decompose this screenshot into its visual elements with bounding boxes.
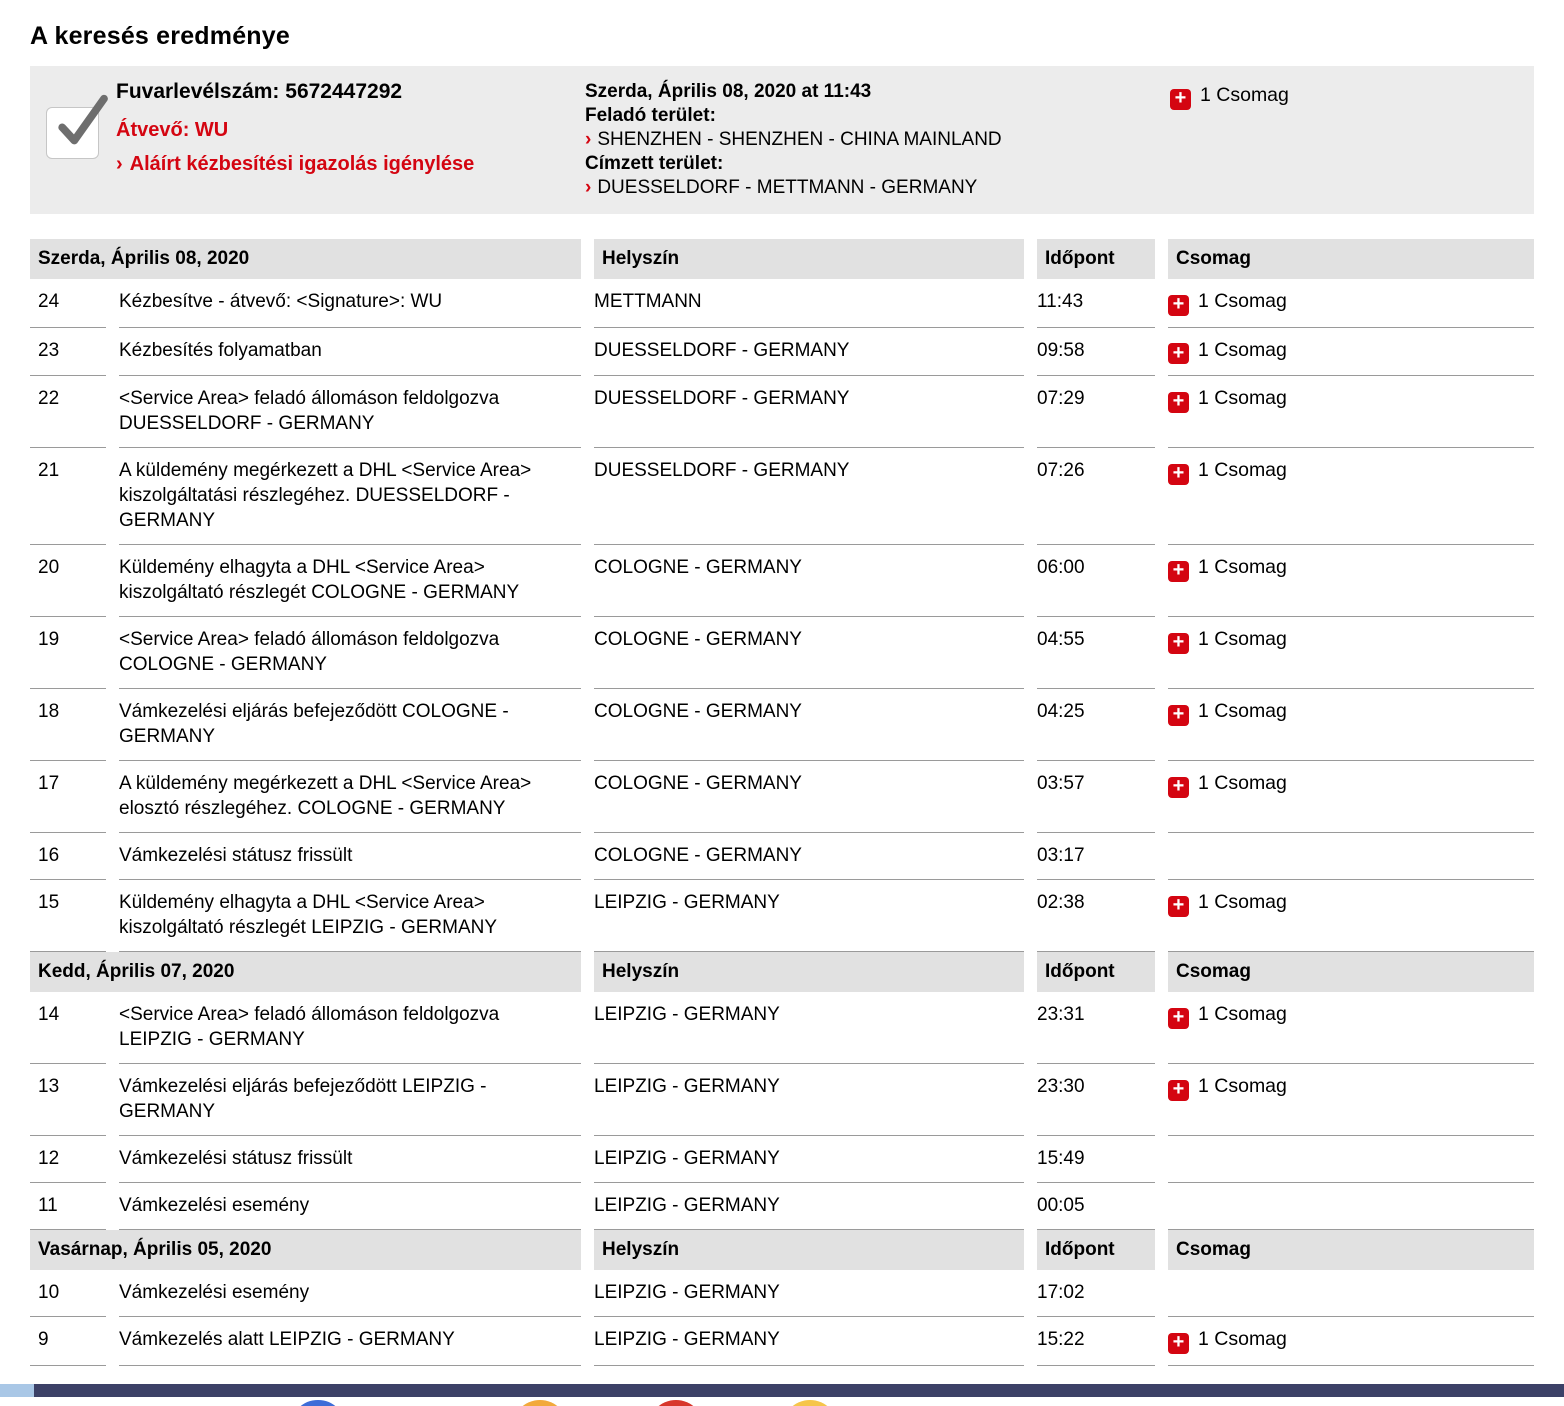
checkpoint-row — [30, 1270, 1534, 1317]
checkpoint-location: DUESSELDORF - GERMANY — [594, 328, 1024, 377]
checkpoint-piece — [1168, 1136, 1534, 1183]
summary-middle-column — [585, 78, 1170, 200]
checkpoint-location: LEIPZIG - GERMANY — [594, 992, 1024, 1064]
footer-bar — [0, 1384, 1564, 1397]
checkpoint-row — [30, 1183, 1534, 1230]
column-header-time: Időpont — [1037, 1230, 1155, 1270]
tracking-table — [30, 239, 1534, 1366]
expand-piece-icon[interactable] — [1168, 392, 1189, 413]
checkpoint-row — [30, 833, 1534, 880]
link-arrow-icon — [116, 153, 130, 175]
column-header-piece: Csomag — [1168, 239, 1534, 279]
page-title: A keresés eredménye — [30, 22, 290, 50]
checkpoint-piece — [1168, 545, 1534, 617]
summary-pieces — [1170, 78, 1534, 200]
checkpoint-time: 00:05 — [1037, 1183, 1155, 1230]
checkpoint-description: Vámkezelés alatt LEIPZIG - GERMANY — [119, 1317, 581, 1366]
checkpoint-piece — [1168, 880, 1534, 952]
piece-count-label: 1 Csomag — [1198, 459, 1287, 481]
dock-icon-red[interactable] — [648, 1400, 704, 1406]
column-header-location: Helyszín — [594, 239, 1024, 279]
checkpoint-piece — [1168, 448, 1534, 545]
checkpoint-row — [30, 1064, 1534, 1136]
checkpoint-piece — [1168, 833, 1534, 880]
checkpoint-description: Küldemény elhagyta a DHL <Service Area> kiszolgáltató részlegét LEIPZIG - GERMANY — [119, 880, 581, 952]
arrow-icon — [585, 177, 597, 198]
checkpoint-location: DUESSELDORF - GERMANY — [594, 376, 1024, 448]
checkpoint-time: 15:22 — [1037, 1317, 1155, 1366]
checkpoint-piece — [1168, 992, 1534, 1064]
shipment-summary — [30, 66, 1534, 214]
delivery-datetime: Szerda, Április 08, 2020 at 11:43 — [585, 81, 872, 102]
checkpoint-time: 23:30 — [1037, 1064, 1155, 1136]
checkpoint-location: LEIPZIG - GERMANY — [594, 1183, 1024, 1230]
checkpoint-location: COLOGNE - GERMANY — [594, 689, 1024, 761]
destination-value-row — [585, 176, 1170, 200]
piece-count-label: 1 Csomag — [1198, 387, 1287, 409]
checkpoint-row — [30, 1317, 1534, 1366]
section-date-header: Vasárnap, Április 05, 2020 — [30, 1230, 581, 1270]
origin-value: SHENZHEN - SHENZHEN - CHINA MAINLAND — [597, 129, 1002, 150]
checkpoint-piece — [1168, 1064, 1534, 1136]
checkpoint-piece — [1168, 1317, 1534, 1366]
dock-icon-yellow[interactable] — [782, 1400, 838, 1406]
checkpoint-number: 23 — [30, 328, 106, 377]
column-header-time: Időpont — [1037, 952, 1155, 992]
expand-piece-icon[interactable] — [1168, 464, 1189, 485]
arrow-icon — [585, 129, 597, 150]
checkpoint-time: 23:31 — [1037, 992, 1155, 1064]
pieces-count-label: 1 Csomag — [1200, 84, 1289, 106]
checkpoint-location: LEIPZIG - GERMANY — [594, 1136, 1024, 1183]
checkpoint-number: 12 — [30, 1136, 106, 1183]
checkmark-icon — [49, 92, 115, 156]
destination-label: Címzett terület: — [585, 153, 724, 174]
checkpoint-description: A küldemény megérkezett a DHL <Service Area> kiszolgáltatási részlegéhez. DUESSELDORF - GERMANY — [119, 448, 581, 545]
footer-bar-left-fragment — [0, 1384, 34, 1397]
checkpoint-description: <Service Area> feladó állomáson feldolgozva LEIPZIG - GERMANY — [119, 992, 581, 1064]
checkpoint-time: 04:55 — [1037, 617, 1155, 689]
checkpoint-row — [30, 761, 1534, 833]
checkpoint-row — [30, 279, 1534, 328]
section-date-header: Szerda, Április 08, 2020 — [30, 239, 581, 279]
waybill-number — [116, 80, 585, 104]
column-header-piece: Csomag — [1168, 952, 1534, 992]
checkpoint-description: Vámkezelési státusz frissült — [119, 833, 581, 880]
signed-proof-link-label: Aláírt kézbesítési igazolás igénylése — [129, 153, 475, 175]
checkpoint-piece — [1168, 1270, 1534, 1317]
checkpoint-piece — [1168, 689, 1534, 761]
checkpoint-time: 06:00 — [1037, 545, 1155, 617]
destination-value: DUESSELDORF - METTMANN - GERMANY — [597, 177, 978, 198]
section-header-row — [30, 952, 1534, 992]
checkpoint-number: 20 — [30, 545, 106, 617]
column-header-time: Időpont — [1037, 239, 1155, 279]
piece-count-label: 1 Csomag — [1198, 1075, 1287, 1097]
waybill-value: 5672447292 — [285, 80, 403, 103]
expand-piece-icon[interactable] — [1168, 1080, 1189, 1101]
checkpoint-time: 17:02 — [1037, 1270, 1155, 1317]
checkpoint-piece — [1168, 1183, 1534, 1230]
checkpoint-description: <Service Area> feladó állomáson feldolgozva COLOGNE - GERMANY — [119, 617, 581, 689]
checkpoint-row — [30, 617, 1534, 689]
checkpoint-description: Küldemény elhagyta a DHL <Service Area> kiszolgáltató részlegét COLOGNE - GERMANY — [119, 545, 581, 617]
checkpoint-number: 9 — [30, 1317, 106, 1366]
column-header-location: Helyszín — [594, 952, 1024, 992]
piece-count-label: 1 Csomag — [1198, 628, 1287, 650]
checkpoint-description: Vámkezelési esemény — [119, 1270, 581, 1317]
checkpoint-number: 17 — [30, 761, 106, 833]
dock-icon-orange[interactable] — [512, 1400, 568, 1406]
piece-count-label: 1 Csomag — [1198, 1328, 1287, 1350]
checkpoint-location: COLOGNE - GERMANY — [594, 833, 1024, 880]
checkpoint-row — [30, 880, 1534, 952]
checkpoint-number: 13 — [30, 1064, 106, 1136]
piece-count-label: 1 Csomag — [1198, 891, 1287, 913]
expand-piece-icon[interactable] — [1168, 777, 1189, 798]
checkpoint-number: 18 — [30, 689, 106, 761]
expand-piece-icon[interactable] — [1168, 295, 1189, 316]
section-header-row — [30, 1230, 1534, 1270]
expand-piece-icon[interactable] — [1168, 633, 1189, 654]
expand-piece-icon[interactable] — [1168, 1008, 1189, 1029]
checkbox-column — [46, 78, 116, 200]
checkpoint-time: 15:49 — [1037, 1136, 1155, 1183]
column-header-location: Helyszín — [594, 1230, 1024, 1270]
checkpoint-description: <Service Area> feladó állomáson feldolgozva DUESSELDORF - GERMANY — [119, 376, 581, 448]
checkpoint-number: 24 — [30, 279, 106, 328]
expand-piece-icon[interactable] — [1168, 705, 1189, 726]
checkpoint-row — [30, 328, 1534, 377]
checkpoint-time: 09:58 — [1037, 328, 1155, 377]
checkpoint-location: METTMANN — [594, 279, 1024, 328]
checkpoint-location: LEIPZIG - GERMANY — [594, 1317, 1024, 1366]
checkpoint-row — [30, 448, 1534, 545]
origin-label: Feladó terület: — [585, 105, 716, 126]
checkpoint-number: 16 — [30, 833, 106, 880]
checkpoint-row — [30, 689, 1534, 761]
checkpoint-number: 22 — [30, 376, 106, 448]
expand-piece-icon[interactable] — [1168, 1333, 1189, 1354]
checkpoint-time: 03:17 — [1037, 833, 1155, 880]
expand-piece-icon[interactable] — [1168, 561, 1189, 582]
expand-piece-icon[interactable] — [1168, 896, 1189, 917]
checkpoint-description: Kézbesítés folyamatban — [119, 328, 581, 377]
checkpoint-time: 04:25 — [1037, 689, 1155, 761]
checkpoint-location: DUESSELDORF - GERMANY — [594, 448, 1024, 545]
checkpoint-location: COLOGNE - GERMANY — [594, 545, 1024, 617]
checkpoint-piece — [1168, 328, 1534, 377]
checkpoint-time: 07:29 — [1037, 376, 1155, 448]
checkpoint-number: 19 — [30, 617, 106, 689]
checkpoint-number: 21 — [30, 448, 106, 545]
piece-count-label: 1 Csomag — [1198, 556, 1287, 578]
piece-count-label: 1 Csomag — [1198, 700, 1287, 722]
receiver-label: Átvevő: WU — [116, 119, 229, 141]
checkpoint-description: Vámkezelési eljárás befejeződött COLOGNE - GERMANY — [119, 689, 581, 761]
section-header-row — [30, 239, 1534, 279]
checkpoint-location: LEIPZIG - GERMANY — [594, 880, 1024, 952]
checkpoint-time: 03:57 — [1037, 761, 1155, 833]
column-header-piece: Csomag — [1168, 1230, 1534, 1270]
checkpoint-location: COLOGNE - GERMANY — [594, 761, 1024, 833]
piece-count-label: 1 Csomag — [1198, 1003, 1287, 1025]
expand-piece-icon[interactable] — [1168, 343, 1189, 364]
checkpoint-number: 14 — [30, 992, 106, 1064]
checkpoint-row — [30, 992, 1534, 1064]
origin-value-row — [585, 128, 1170, 152]
checkpoint-description: Kézbesítve - átvevő: <Signature>: WU — [119, 279, 581, 328]
checkpoint-piece — [1168, 761, 1534, 833]
checkpoint-row — [30, 376, 1534, 448]
checkpoint-piece — [1168, 279, 1534, 328]
select-shipment-checkbox[interactable] — [46, 107, 99, 159]
checkpoint-number: 11 — [30, 1183, 106, 1230]
checkpoint-description: Vámkezelési esemény — [119, 1183, 581, 1230]
checkpoint-row — [30, 545, 1534, 617]
checkpoint-location: LEIPZIG - GERMANY — [594, 1064, 1024, 1136]
piece-count-label: 1 Csomag — [1198, 338, 1287, 361]
checkpoint-number: 15 — [30, 880, 106, 952]
checkpoint-piece — [1168, 617, 1534, 689]
checkpoint-location: COLOGNE - GERMANY — [594, 617, 1024, 689]
checkpoint-description: Vámkezelési eljárás befejeződött LEIPZIG - GERMANY — [119, 1064, 581, 1136]
checkpoint-time: 11:43 — [1037, 279, 1155, 328]
checkpoint-description: Vámkezelési státusz frissült — [119, 1136, 581, 1183]
piece-count-label: 1 Csomag — [1198, 772, 1287, 794]
piece-count-label: 1 Csomag — [1198, 290, 1287, 312]
dock-icon-blue-ring[interactable] — [290, 1400, 346, 1406]
waybill-label: Fuvarlevélszám: — [116, 80, 280, 103]
expand-pieces-icon[interactable] — [1170, 89, 1191, 110]
summary-left-column — [116, 78, 585, 200]
checkpoint-location: LEIPZIG - GERMANY — [594, 1270, 1024, 1317]
bottom-bar — [0, 1384, 1564, 1406]
section-date-header: Kedd, Április 07, 2020 — [30, 952, 581, 992]
checkpoint-description: A küldemény megérkezett a DHL <Service Area> elosztó részlegéhez. COLOGNE - GERMANY — [119, 761, 581, 833]
checkpoint-piece — [1168, 376, 1534, 448]
checkpoint-number: 10 — [30, 1270, 106, 1317]
checkpoint-time: 02:38 — [1037, 880, 1155, 952]
signed-proof-of-delivery-link[interactable] — [116, 153, 474, 176]
checkpoint-row — [30, 1136, 1534, 1183]
checkpoint-time: 07:26 — [1037, 448, 1155, 545]
